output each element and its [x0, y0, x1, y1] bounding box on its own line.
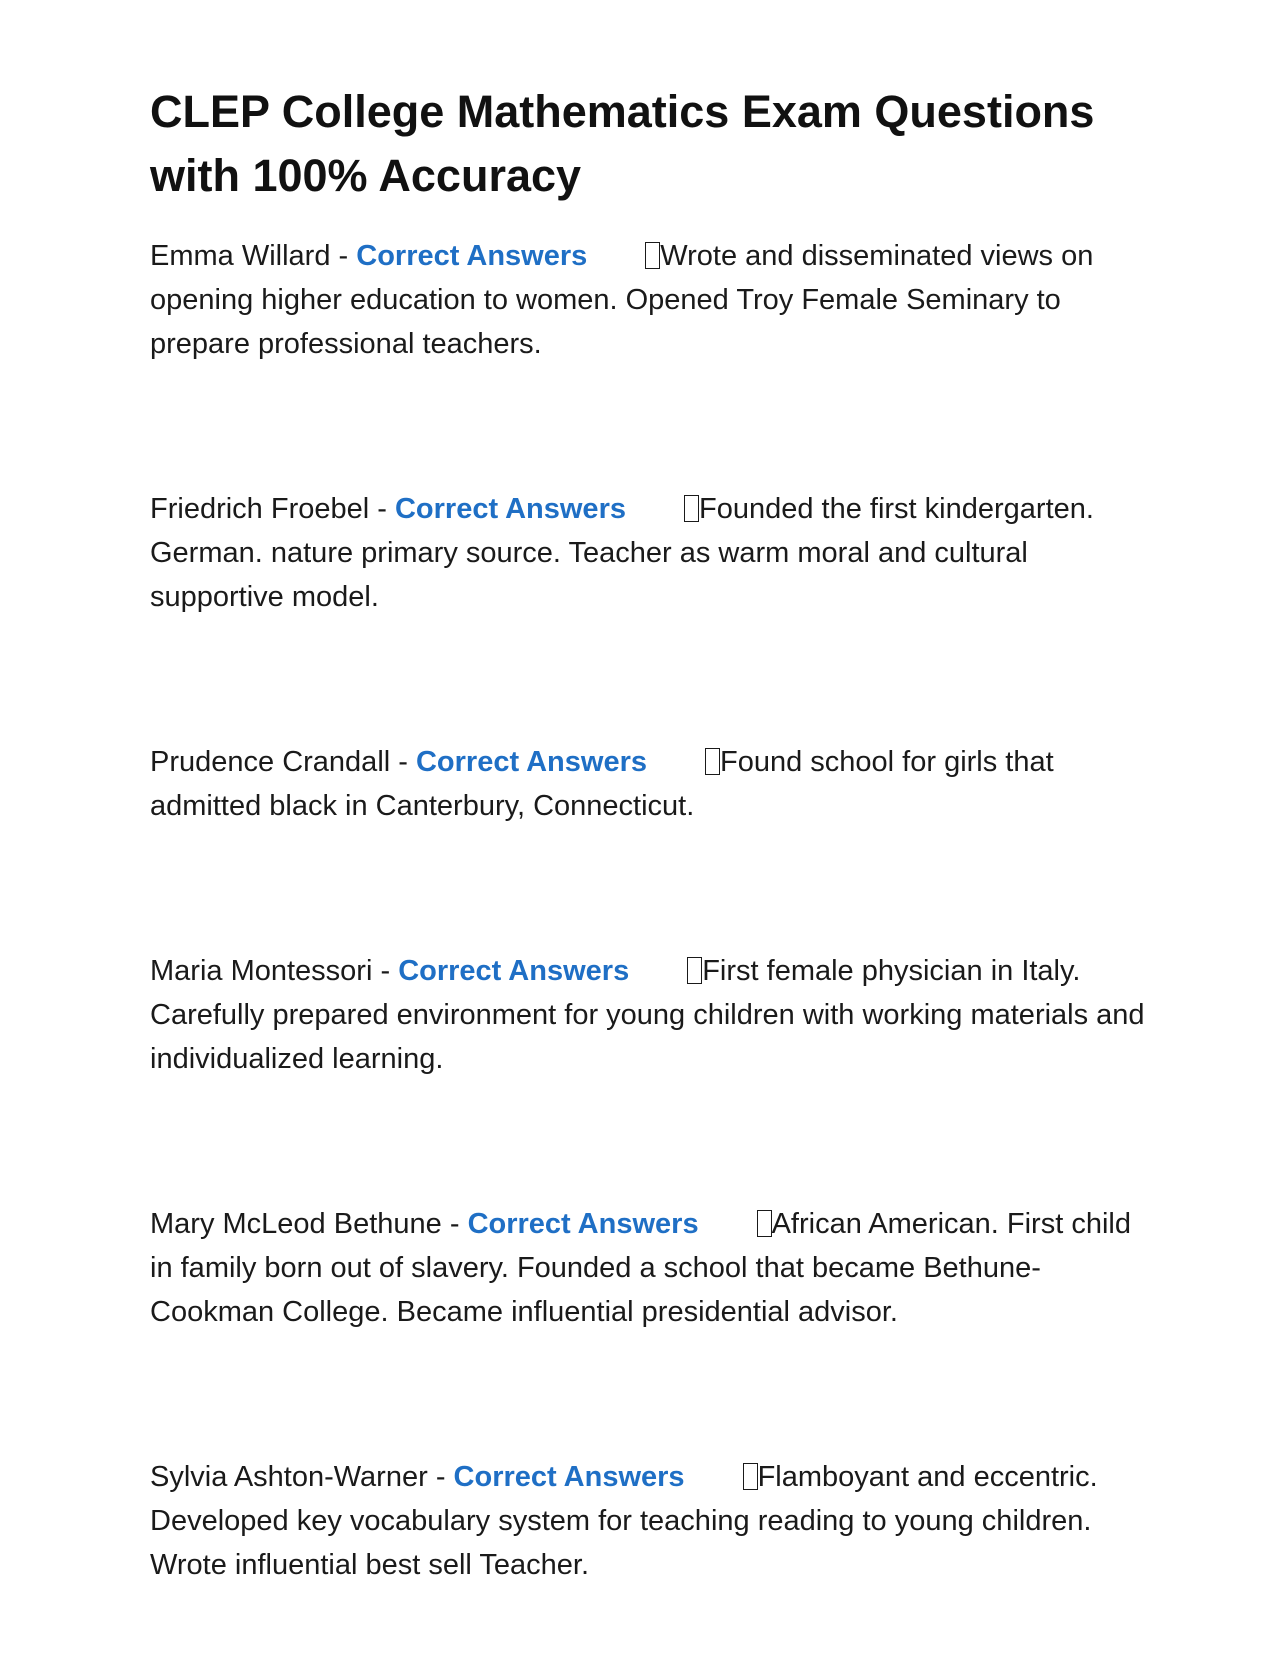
entry-separator: - — [372, 955, 399, 987]
missing-glyph-icon — [743, 1463, 758, 1490]
entry-mary-mcleod-bethune — [150, 1202, 1150, 1334]
entry-definition: African American. First child in family born out of slavery. Founded a school that became Bethune-Cookman College. Became influential presidential advisor. — [150, 1208, 1131, 1328]
missing-glyph-icon — [705, 748, 720, 775]
document-page — [150, 80, 1150, 1587]
correct-answers-label: Correct Answers — [467, 1208, 699, 1240]
entry-separator: - — [441, 1208, 468, 1240]
entry-sylvia-ashton-warner — [150, 1455, 1150, 1587]
entry-definition: Wrote and disseminated views on opening higher education to women. Opened Troy Female Seminary to prepare professional teachers. — [150, 240, 1094, 360]
missing-glyph-icon — [757, 1210, 772, 1237]
correct-answers-label: Correct Answers — [415, 746, 647, 778]
entry-separator: - — [369, 493, 395, 525]
entry-definition: First female physician in Italy. Carefully prepared environment for young children with working materials and individualized learning. — [150, 955, 1145, 1075]
entry-term: Prudence Crandall — [150, 746, 391, 778]
entry-prudence-crandall — [150, 740, 1150, 828]
entry-definition: Founded the first kindergarten. German. nature primary source. Teacher as warm moral and cultural supportive model. — [150, 493, 1094, 613]
entry-term: Sylvia Ashton-Warner — [150, 1461, 428, 1493]
entry-term: Friedrich Froebel — [150, 493, 370, 525]
correct-answers-label: Correct Answers — [394, 493, 626, 525]
missing-glyph-icon — [645, 242, 660, 269]
entry-maria-montessori — [150, 949, 1150, 1081]
entry-separator: - — [427, 1461, 454, 1493]
document-title: CLEP College Mathematics Exam Questions with 100% Accuracy — [150, 86, 1095, 201]
entry-term: Emma Willard — [150, 240, 331, 272]
missing-glyph-icon — [687, 957, 702, 984]
correct-answers-label: Correct Answers — [356, 240, 588, 272]
missing-glyph-icon — [684, 495, 699, 522]
entry-definition: Found school for girls that admitted black in Canterbury, Connecticut. — [150, 746, 1054, 822]
entry-separator: - — [330, 240, 357, 272]
correct-answers-label: Correct Answers — [453, 1461, 685, 1493]
correct-answers-label: Correct Answers — [398, 955, 630, 987]
entry-definition: Flamboyant and eccentric. Developed key vocabulary system for teaching reading to young children. Wrote influential best sell Teacher. — [150, 1461, 1098, 1581]
entry-term: Maria Montessori — [150, 955, 373, 987]
entry-term: Mary McLeod Bethune — [150, 1208, 442, 1240]
entry-emma-willard — [150, 234, 1150, 366]
entry-separator: - — [390, 746, 416, 778]
entry-friedrich-froebel — [150, 487, 1150, 619]
